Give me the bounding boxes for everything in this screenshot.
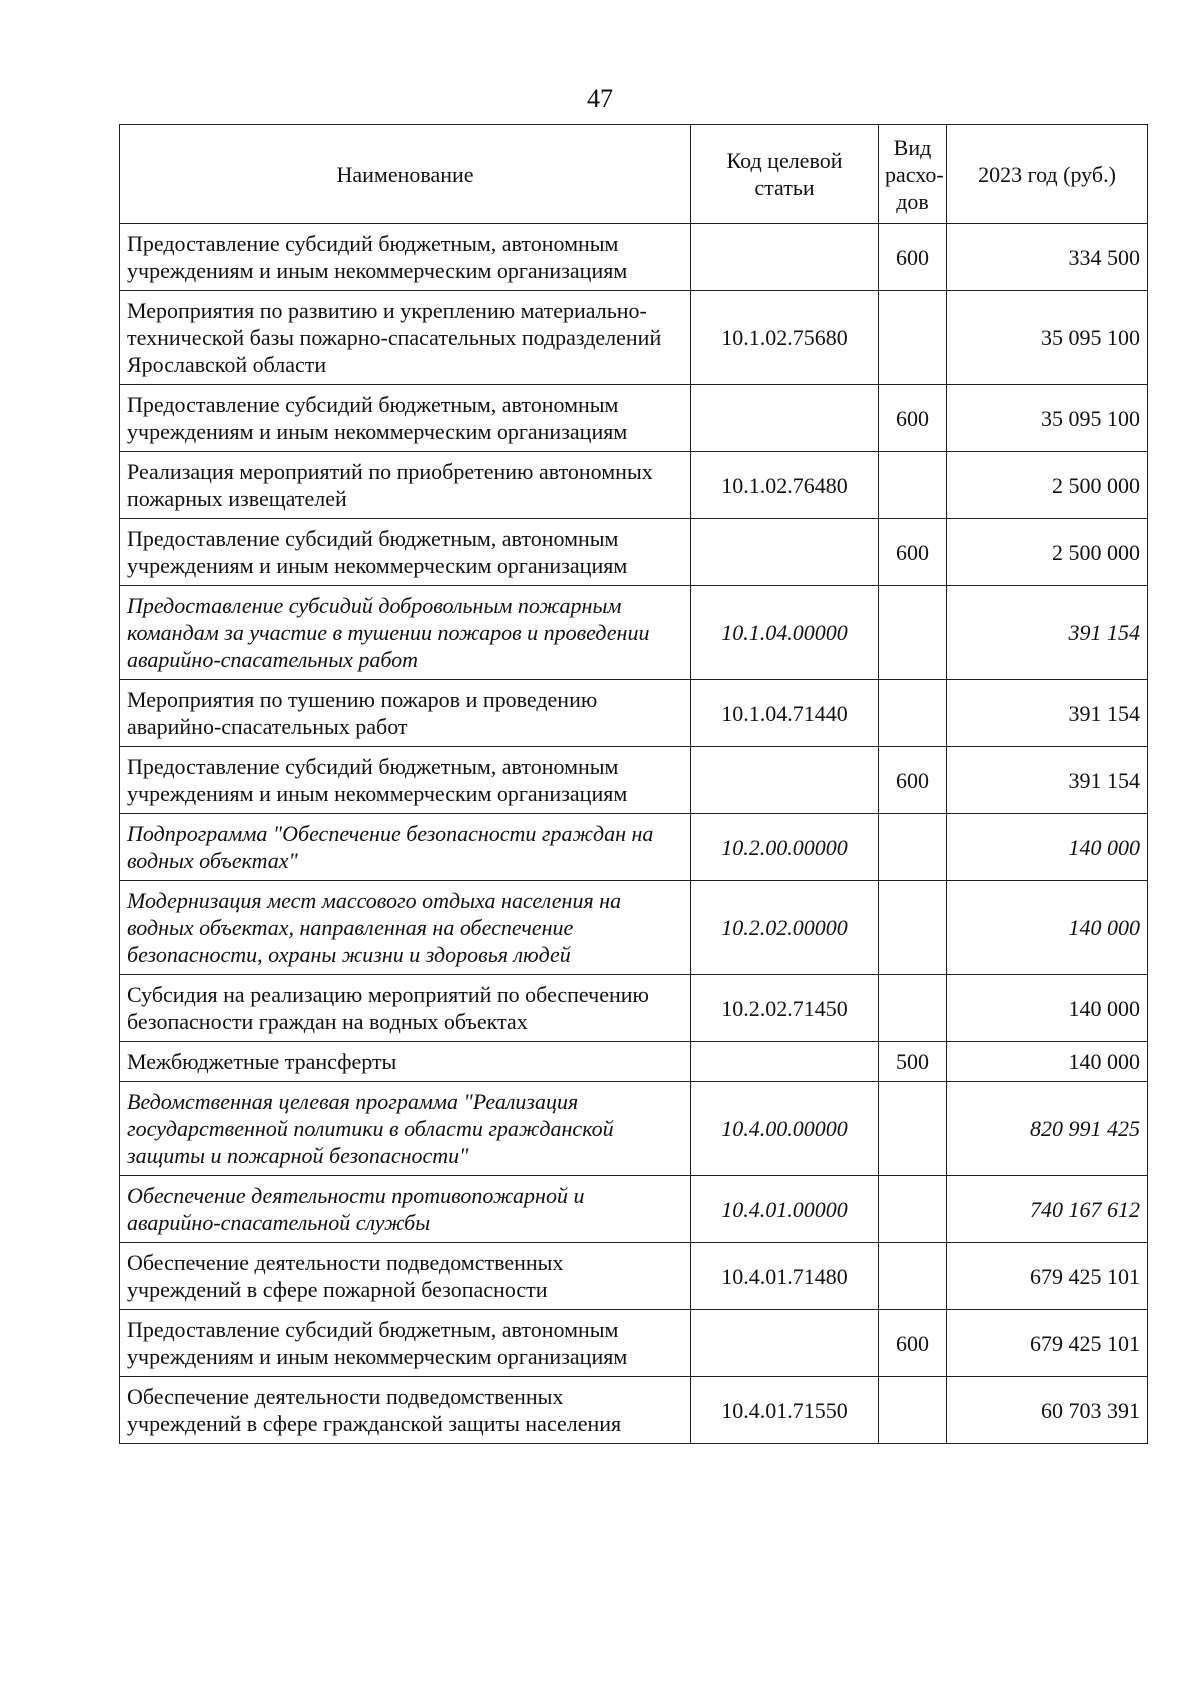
row-sum-cell: 679 425 101 <box>947 1243 1148 1310</box>
table-body <box>120 224 1148 1444</box>
row-name-cell: Подпрограмма "Обеспечение безопасности граждан на водных объектах" <box>120 814 691 881</box>
table-row <box>120 519 1148 586</box>
row-type-cell <box>879 1377 947 1444</box>
row-name-cell: Мероприятия по тушению пожаров и проведению аварийно-спасательных работ <box>120 680 691 747</box>
row-code-cell: 10.1.02.76480 <box>691 452 879 519</box>
table-row <box>120 747 1148 814</box>
row-type-cell: 500 <box>879 1042 947 1082</box>
header-name: Наименование <box>120 125 691 224</box>
row-code-cell: 10.4.01.00000 <box>691 1176 879 1243</box>
row-name-cell: Предоставление субсидий бюджетным, автономным учреждениям и иным некоммерческим организациям <box>120 1310 691 1377</box>
row-type-cell: 600 <box>879 519 947 586</box>
row-type-cell <box>879 1243 947 1310</box>
row-type-cell: 600 <box>879 385 947 452</box>
row-code-cell <box>691 1310 879 1377</box>
row-type-cell <box>879 452 947 519</box>
page-number: 47 <box>587 84 613 113</box>
table-row <box>120 291 1148 385</box>
row-name-cell: Мероприятия по развитию и укреплению материально-технической базы пожарно-спасательных подразделений Ярославской области <box>120 291 691 385</box>
row-type-cell: 600 <box>879 224 947 291</box>
row-code-cell: 10.4.00.00000 <box>691 1082 879 1176</box>
row-name-cell: Обеспечение деятельности подведомственных учреждений в сфере гражданской защиты населения <box>120 1377 691 1444</box>
row-code-cell: 10.1.04.00000 <box>691 586 879 680</box>
table-row <box>120 680 1148 747</box>
row-sum-cell: 391 154 <box>947 680 1148 747</box>
row-name-cell: Межбюджетные трансферты <box>120 1042 691 1082</box>
row-sum-cell: 140 000 <box>947 975 1148 1042</box>
row-name-cell: Предоставление субсидий бюджетным, автономным учреждениям и иным некоммерческим организациям <box>120 747 691 814</box>
table-row <box>120 1042 1148 1082</box>
row-sum-cell: 60 703 391 <box>947 1377 1148 1444</box>
row-code-cell <box>691 224 879 291</box>
row-type-cell <box>879 881 947 975</box>
table-row <box>120 452 1148 519</box>
row-name-cell: Предоставление субсидий бюджетным, автономным учреждениям и иным некоммерческим организациям <box>120 519 691 586</box>
row-code-cell <box>691 1042 879 1082</box>
row-name-cell: Субсидия на реализацию мероприятий по обеспечению безопасности граждан на водных объектах <box>120 975 691 1042</box>
row-code-cell: 10.1.02.75680 <box>691 291 879 385</box>
row-sum-cell: 679 425 101 <box>947 1310 1148 1377</box>
table-row <box>120 881 1148 975</box>
table-row <box>120 814 1148 881</box>
table-row <box>120 1377 1148 1444</box>
row-sum-cell: 140 000 <box>947 881 1148 975</box>
header-row <box>120 125 1148 224</box>
row-code-cell: 10.2.02.00000 <box>691 881 879 975</box>
row-sum-cell: 2 500 000 <box>947 452 1148 519</box>
row-name-cell: Предоставление субсидий бюджетным, автономным учреждениям и иным некоммерческим организациям <box>120 224 691 291</box>
row-code-cell: 10.4.01.71480 <box>691 1243 879 1310</box>
row-type-cell <box>879 814 947 881</box>
row-sum-cell: 35 095 100 <box>947 385 1148 452</box>
row-code-cell: 10.2.00.00000 <box>691 814 879 881</box>
header-code: Код целевой статьи <box>691 125 879 224</box>
row-name-cell: Реализация мероприятий по приобретению автономных пожарных извещателей <box>120 452 691 519</box>
row-name-cell: Предоставление субсидий бюджетным, автономным учреждениям и иным некоммерческим организациям <box>120 385 691 452</box>
row-type-cell <box>879 1176 947 1243</box>
row-name-cell: Обеспечение деятельности подведомственных учреждений в сфере пожарной безопасности <box>120 1243 691 1310</box>
row-type-cell: 600 <box>879 1310 947 1377</box>
table-row <box>120 1176 1148 1243</box>
table-header <box>120 125 1148 224</box>
table-row <box>120 385 1148 452</box>
row-name-cell: Предоставление субсидий добровольным пожарным командам за участие в тушении пожаров и проведении аварийно-спасательных работ <box>120 586 691 680</box>
row-sum-cell: 2 500 000 <box>947 519 1148 586</box>
row-type-cell <box>879 1082 947 1176</box>
table-row <box>120 1310 1148 1377</box>
table-row <box>120 224 1148 291</box>
row-name-cell: Модернизация мест массового отдыха населения на водных объектах, направленная на обеспечение безопасности, охраны жизни и здоровья людей <box>120 881 691 975</box>
row-code-cell <box>691 385 879 452</box>
row-sum-cell: 140 000 <box>947 1042 1148 1082</box>
row-code-cell: 10.4.01.71550 <box>691 1377 879 1444</box>
row-sum-cell: 391 154 <box>947 586 1148 680</box>
row-code-cell: 10.2.02.71450 <box>691 975 879 1042</box>
row-type-cell <box>879 586 947 680</box>
row-sum-cell: 391 154 <box>947 747 1148 814</box>
row-type-cell <box>879 975 947 1042</box>
table-row <box>120 1243 1148 1310</box>
row-code-cell <box>691 747 879 814</box>
row-sum-cell: 820 991 425 <box>947 1082 1148 1176</box>
row-sum-cell: 334 500 <box>947 224 1148 291</box>
row-sum-cell: 140 000 <box>947 814 1148 881</box>
row-code-cell: 10.1.04.71440 <box>691 680 879 747</box>
budget-table <box>119 124 1148 1444</box>
row-name-cell: Обеспечение деятельности противопожарной и аварийно-спасательной службы <box>120 1176 691 1243</box>
table-row <box>120 1082 1148 1176</box>
row-sum-cell: 35 095 100 <box>947 291 1148 385</box>
row-type-cell: 600 <box>879 747 947 814</box>
row-type-cell <box>879 291 947 385</box>
header-sum: 2023 год (руб.) <box>947 125 1148 224</box>
row-code-cell <box>691 519 879 586</box>
row-type-cell <box>879 680 947 747</box>
table-row <box>120 586 1148 680</box>
header-type: Вид расхо-дов <box>879 125 947 224</box>
row-name-cell: Ведомственная целевая программа "Реализация государственной политики в области гражданской защиты и пожарной безопасности" <box>120 1082 691 1176</box>
table-row <box>120 975 1148 1042</box>
row-sum-cell: 740 167 612 <box>947 1176 1148 1243</box>
